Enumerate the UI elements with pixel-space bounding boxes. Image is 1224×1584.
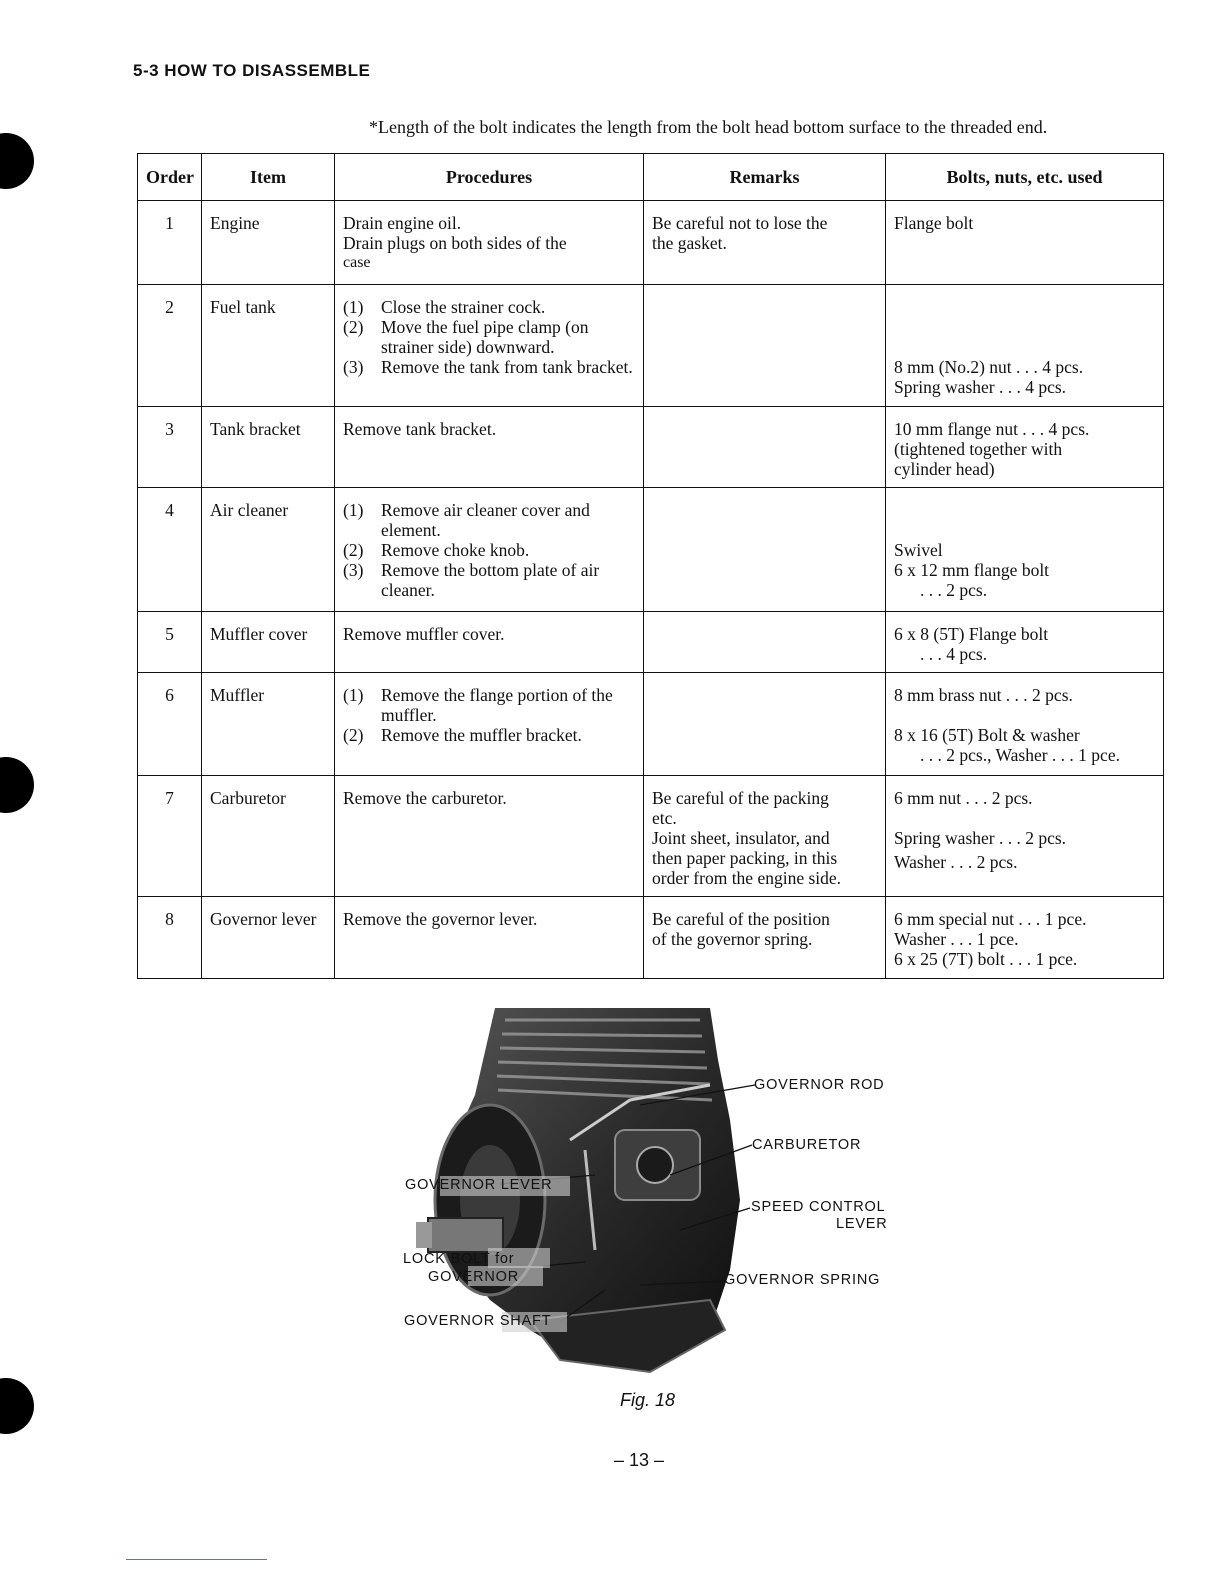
row-order: 6 (165, 685, 174, 705)
label-speed-control-lever: LEVER (836, 1216, 888, 1232)
table-row (138, 776, 1164, 897)
row-remarks (652, 897, 877, 957)
row-bolts (894, 201, 1155, 241)
table-row (138, 201, 1164, 285)
row-item: Engine (210, 213, 260, 233)
remarks-line: Be careful of the position (652, 909, 830, 929)
bolts-line: Spring washer . . . 2 pcs. (894, 828, 1067, 848)
binder-hole-middle (0, 757, 34, 813)
header-bolts: Bolts, nuts, etc. used (886, 154, 1164, 201)
proc-step: (1) Remove air cleaner cover and element. (343, 500, 590, 540)
proc-step: (1) Remove the flange portion of the muffler. (343, 685, 613, 725)
remarks-line: Be careful of the packing (652, 788, 829, 808)
table-row (138, 612, 1164, 673)
bolts-line: . . . 2 pcs., Washer . . . 1 pce. (920, 745, 1120, 765)
bolts-line: 6 x 8 (5T) Flange bolt (894, 624, 1049, 644)
proc-line: Remove tank bracket. (343, 419, 497, 439)
row-bolts (894, 673, 1155, 773)
remarks-line: Be careful not to lose the (652, 213, 828, 233)
row-bolts (894, 285, 1155, 405)
remarks-line: order from the engine side. (652, 868, 842, 888)
bolts-line: 10 mm flange nut . . . 4 pcs. (894, 419, 1090, 439)
remarks-line: Joint sheet, insulator, and (652, 828, 830, 848)
row-bolts (894, 407, 1155, 487)
figure-caption: Fig. 18 (620, 1390, 676, 1410)
proc-step: (2) Remove choke knob. (343, 540, 530, 560)
proc-line: Drain engine oil. (343, 213, 462, 233)
row-order: 7 (165, 788, 174, 808)
row-item: Muffler cover (210, 624, 308, 644)
row-order: 4 (165, 500, 174, 520)
row-procedures (343, 897, 635, 937)
row-item: Tank bracket (210, 419, 301, 439)
row-remarks (652, 776, 877, 896)
row-order: 3 (165, 419, 174, 439)
row-item: Fuel tank (210, 297, 276, 317)
row-bolts (894, 488, 1155, 608)
bolts-line: 6 x 25 (7T) bolt . . . 1 pce. (894, 949, 1078, 969)
table-row (138, 673, 1164, 776)
row-item: Governor lever (210, 909, 317, 929)
table-row (138, 488, 1164, 612)
bolts-line: 6 mm special nut . . . 1 pce. (894, 909, 1087, 929)
label-lock-bolt-governor: GOVERNOR (428, 1269, 519, 1285)
proc-step: (3) Remove the tank from tank bracket. (343, 357, 633, 377)
label-governor-lever: GOVERNOR LEVER (405, 1177, 553, 1193)
bolts-line: . . . 4 pcs. (920, 644, 988, 664)
bolts-line: 6 mm nut . . . 2 pcs. (894, 788, 1033, 808)
label-governor-rod: GOVERNOR ROD (754, 1077, 885, 1093)
binder-hole-top (0, 133, 34, 189)
proc-line: Remove the governor lever. (343, 909, 538, 929)
bolts-line: (tightened together with (894, 439, 1063, 459)
bolt-length-note: *Length of the bolt indicates the length from the bolt head bottom surface to the threaded end. (369, 117, 1048, 137)
bolts-line: 8 mm (No.2) nut . . . 4 pcs. (894, 357, 1084, 377)
label-governor-shaft: GOVERNOR SHAFT (404, 1313, 552, 1329)
disassembly-table (137, 153, 1164, 979)
bolts-line: 8 mm brass nut . . . 2 pcs. (894, 685, 1073, 705)
table-header-row (138, 154, 1164, 201)
row-order: 8 (165, 909, 174, 929)
page-number: – 13 – (614, 1450, 665, 1470)
remarks-line: then paper packing, in this (652, 848, 838, 868)
row-procedures (343, 612, 635, 652)
proc-step: (2) Remove the muffler bracket. (343, 725, 582, 745)
header-order: Order (138, 154, 202, 201)
row-item: Muffler (210, 685, 265, 705)
header-remarks: Remarks (644, 154, 886, 201)
section-title: 5-3 HOW TO DISASSEMBLE (133, 61, 371, 80)
binder-hole-bottom (0, 1378, 34, 1434)
row-procedures (343, 488, 635, 608)
row-item: Air cleaner (210, 500, 289, 520)
proc-step: (3) Remove the bottom plate of air cleaner. (343, 560, 600, 600)
proc-line: Drain plugs on both sides of the (343, 233, 567, 253)
row-procedures (343, 201, 635, 281)
row-procedures (343, 673, 635, 753)
row-procedures (343, 776, 635, 816)
row-procedures (343, 285, 635, 385)
table-row (138, 897, 1164, 979)
row-procedures (343, 407, 635, 447)
row-remarks (652, 201, 877, 261)
remarks-line: of the governor spring. (652, 929, 813, 949)
remarks-line: etc. (652, 808, 677, 828)
bolts-line: Flange bolt (894, 213, 974, 233)
bolts-line: cylinder head) (894, 459, 995, 479)
row-item: Carburetor (210, 788, 286, 808)
proc-step: (2) Move the fuel pipe clamp (on strainer side) downward. (343, 317, 589, 357)
bolts-line: Swivel (894, 540, 943, 560)
label-speed-control: SPEED CONTROL (751, 1199, 886, 1215)
table-row (138, 407, 1164, 488)
engine-figure (380, 1000, 910, 1380)
row-bolts (894, 776, 1155, 880)
table-row (138, 285, 1164, 407)
footer-rule (126, 1559, 267, 1560)
row-order: 2 (165, 297, 174, 317)
remarks-line: the gasket. (652, 233, 727, 253)
bolts-line: . . . 2 pcs. (920, 580, 988, 600)
proc-line: Remove the carburetor. (343, 788, 507, 808)
row-order: 5 (165, 624, 174, 644)
bolts-line: Spring washer . . . 4 pcs. (894, 377, 1067, 397)
proc-step: (1) Close the strainer cock. (343, 297, 546, 317)
row-order: 1 (165, 213, 174, 233)
header-procedures: Procedures (335, 154, 644, 201)
bolts-line: 6 x 12 mm flange bolt (894, 560, 1050, 580)
label-carburetor: CARBURETOR (752, 1137, 862, 1153)
header-item: Item (202, 154, 335, 201)
bolts-line: Washer . . . 1 pce. (894, 929, 1019, 949)
row-bolts (894, 897, 1155, 977)
label-lock-bolt: LOCK BOLT for (403, 1251, 515, 1267)
row-bolts (894, 612, 1155, 672)
bolts-line: 8 x 16 (5T) Bolt & washer (894, 725, 1080, 745)
proc-line: case (343, 254, 371, 271)
label-governor-spring: GOVERNOR SPRING (724, 1272, 881, 1288)
proc-line: Remove muffler cover. (343, 624, 505, 644)
bolts-line: Washer . . . 2 pcs. (894, 852, 1018, 872)
